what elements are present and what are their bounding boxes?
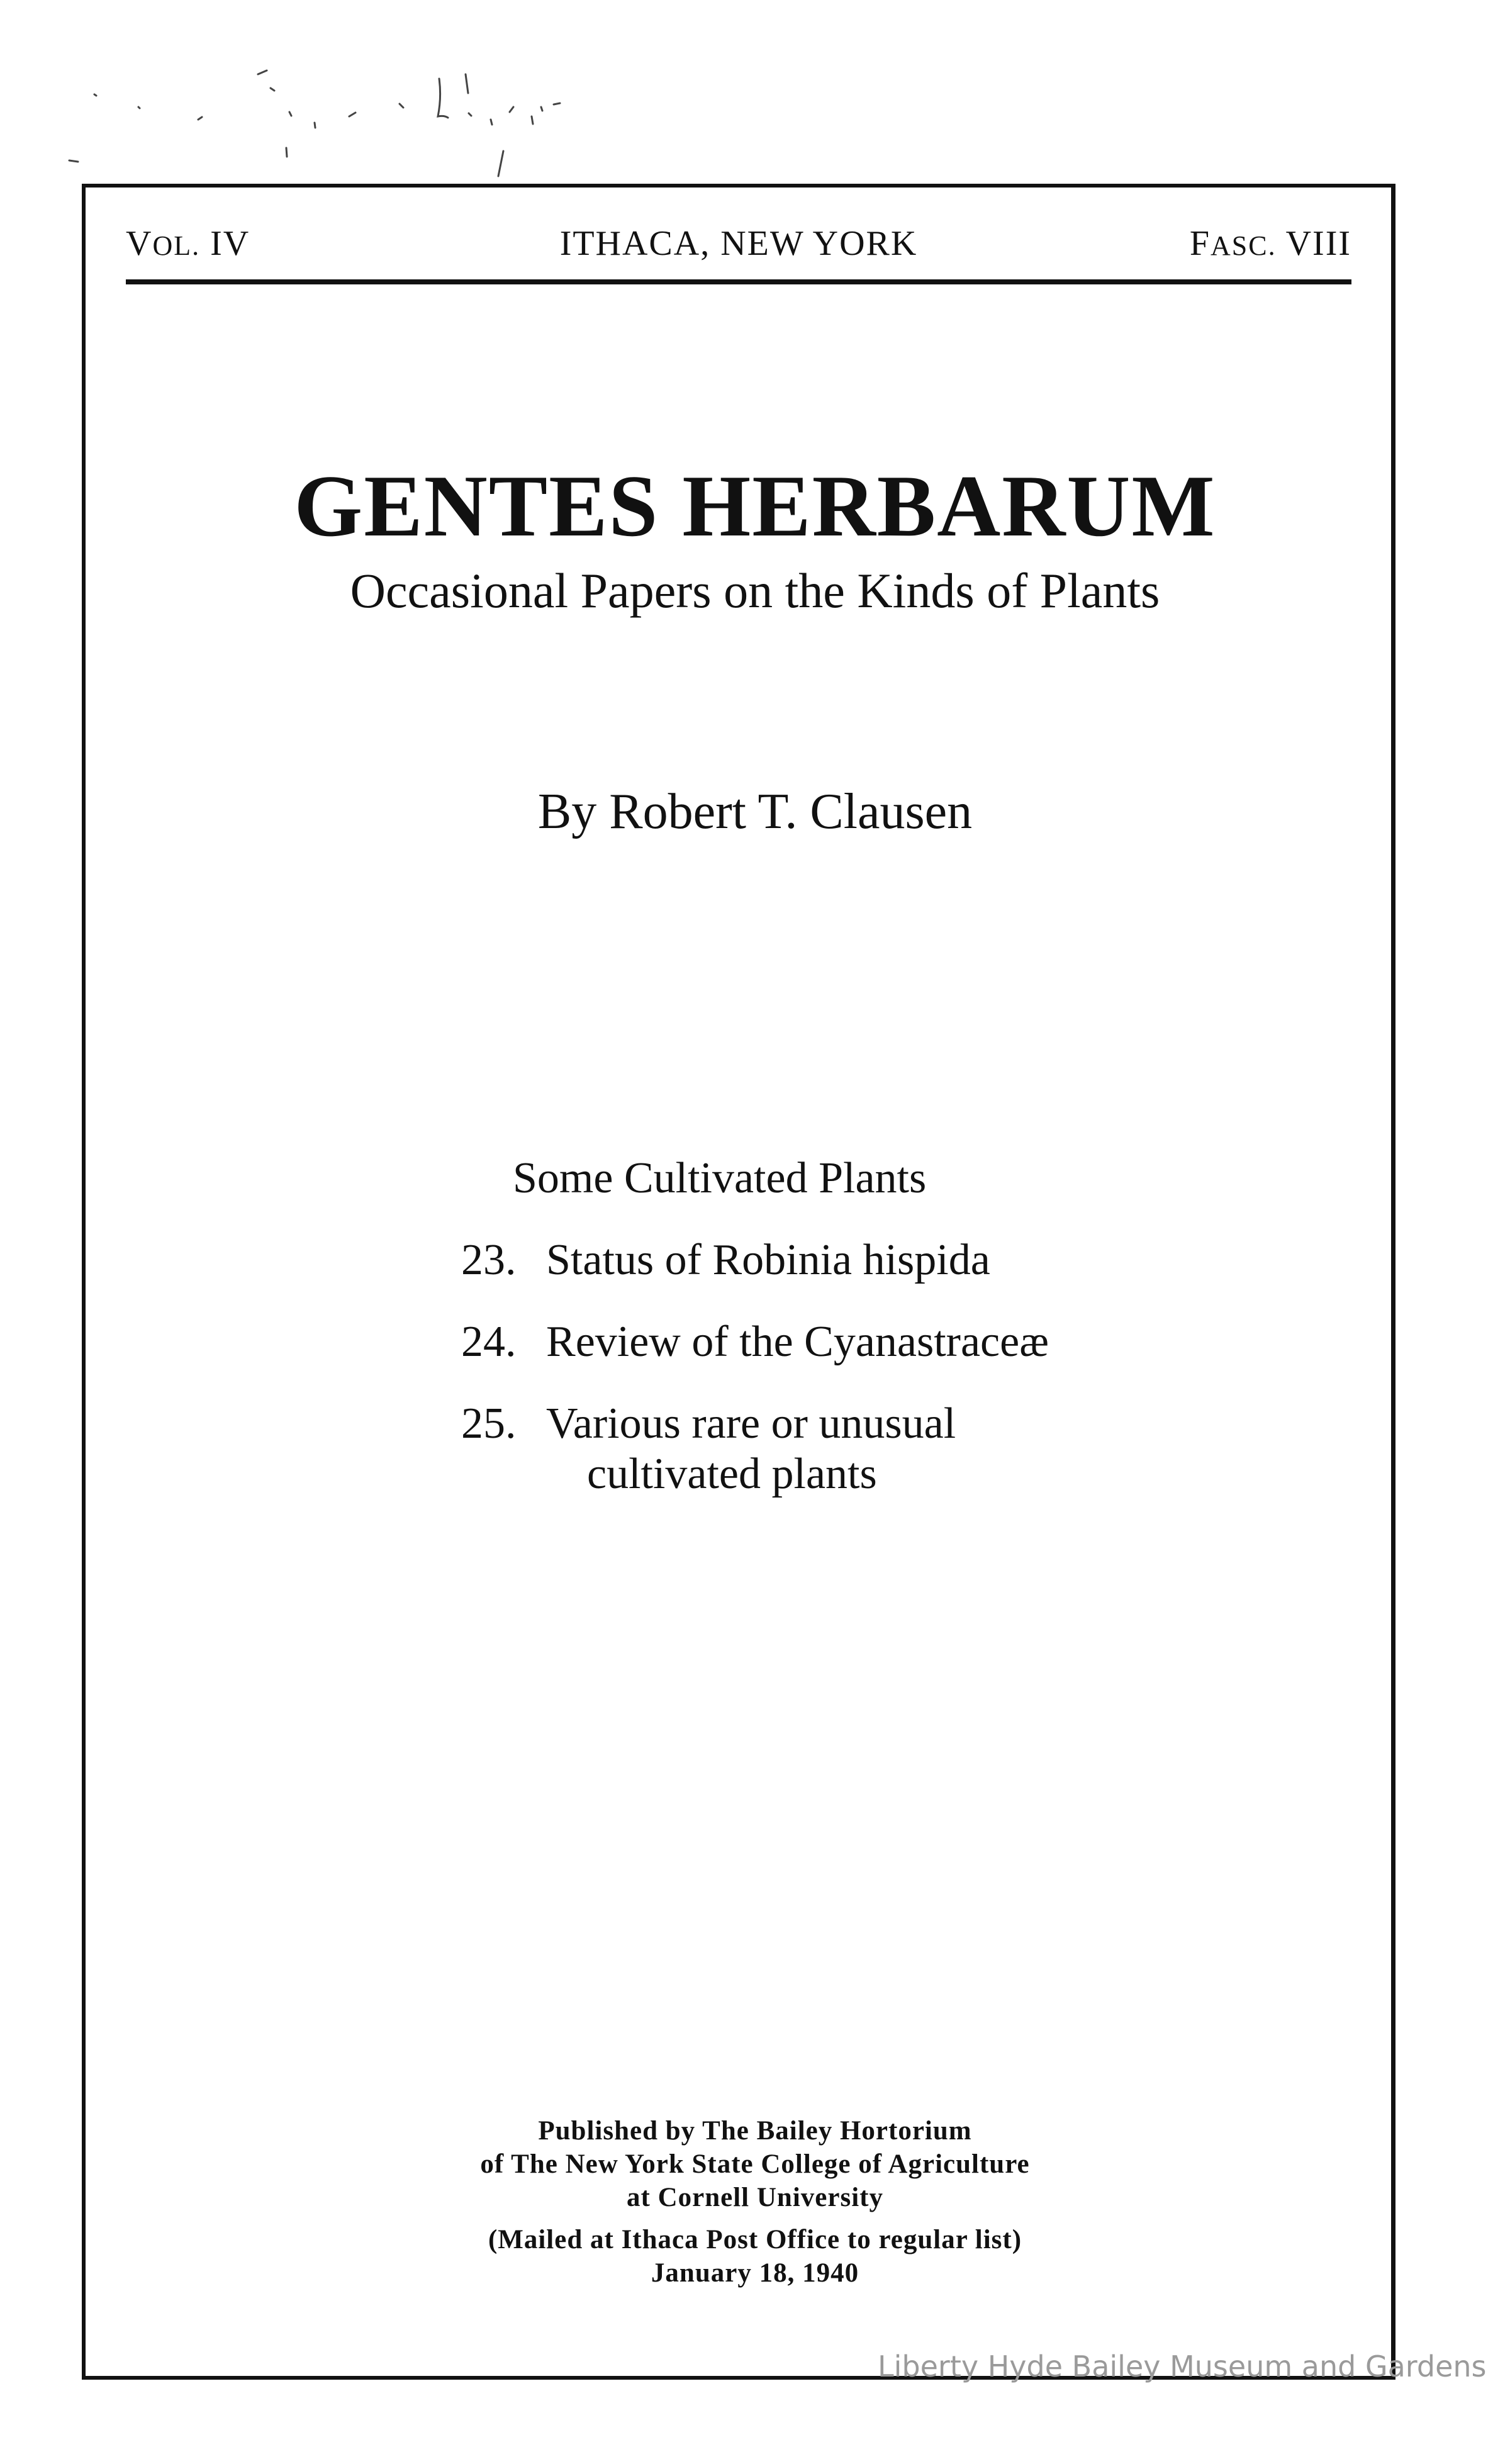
fascicle-label: FASC. VIII bbox=[1189, 224, 1351, 263]
contents-item-number: 23. bbox=[461, 1236, 517, 1284]
contents-item-text: Review of the Cyanastraceæ bbox=[546, 1318, 1049, 1366]
publisher-block bbox=[0, 2114, 1510, 2290]
place-label: ITHACA, NEW YORK bbox=[559, 224, 918, 263]
author-line: By Robert T. Clausen bbox=[537, 784, 973, 839]
publisher-line: at Cornell University bbox=[627, 2183, 883, 2212]
publisher-line: of The New York State College of Agriculture bbox=[480, 2149, 1030, 2179]
mailing-note: (Mailed at Ithaca Post Office to regular list) bbox=[488, 2225, 1022, 2254]
volume-label: VOL. IV bbox=[126, 224, 250, 263]
page-header bbox=[126, 223, 1351, 267]
contents-item-number: 25. bbox=[461, 1399, 517, 1448]
watermark: Liberty Hyde Bailey Museum and Gardens bbox=[878, 2349, 1487, 2383]
journal-subtitle: Occasional Papers on the Kinds of Plants bbox=[350, 563, 1160, 618]
contents-item-text: Status of Robinia hispida bbox=[546, 1236, 990, 1284]
contents-item-number: 24. bbox=[461, 1318, 517, 1366]
contents-item-text-continued: cultivated plants bbox=[587, 1450, 877, 1498]
publisher-line: Published by The Bailey Hortorium bbox=[538, 2116, 972, 2146]
handwritten-marks bbox=[63, 44, 692, 195]
series-heading: Some Cultivated Plants bbox=[513, 1154, 927, 1202]
journal-title: GENTES HERBARUM bbox=[294, 457, 1216, 555]
publication-date: January 18, 1940 bbox=[651, 2258, 859, 2288]
header-rule bbox=[126, 279, 1351, 284]
contents-item-text: Various rare or unusual bbox=[546, 1399, 956, 1448]
